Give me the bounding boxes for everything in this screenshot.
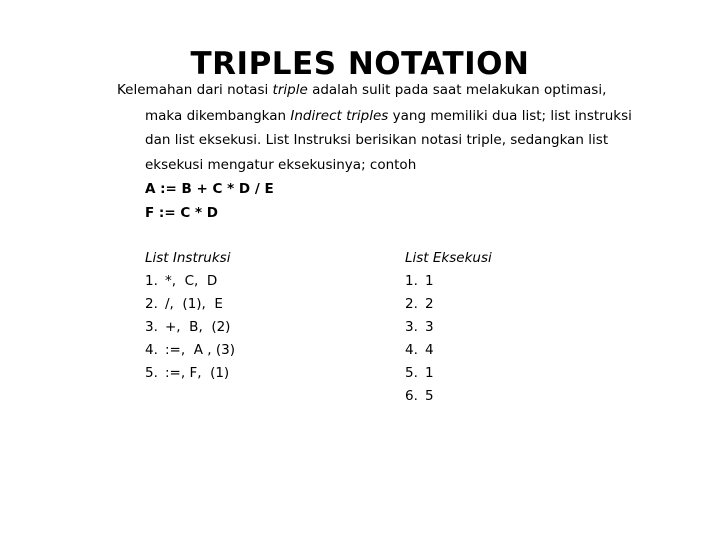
list-item-number: 2.	[405, 296, 418, 312]
list-instruksi	[145, 247, 235, 385]
list-item-number: 5.	[405, 365, 418, 381]
list-item-number: 6.	[405, 388, 418, 404]
list-instruksi-item	[145, 270, 235, 293]
list-eksekusi-item	[405, 316, 492, 339]
list-eksekusi-item	[405, 270, 492, 293]
list-item-text: 3	[425, 319, 434, 335]
list-item-number: 1.	[405, 273, 418, 289]
list-item-text: 1	[425, 273, 434, 289]
paragraph-line-2-emphasis: Indirect triples	[290, 108, 389, 124]
paragraph-line-1-emphasis: triple	[272, 82, 308, 98]
list-item-text: /, (1), E	[165, 296, 223, 312]
list-item-number: 5.	[145, 365, 158, 381]
paragraph-line-2-pre: maka dikembangkan	[145, 108, 291, 124]
list-eksekusi-header: List Eksekusi	[405, 250, 492, 266]
list-eksekusi-item	[405, 385, 492, 408]
list-instruksi-header: List Instruksi	[145, 250, 231, 266]
list-item-text: +, B, (2)	[165, 319, 231, 335]
list-item-text: 2	[425, 296, 434, 312]
formula-1: A := B + C * D / E	[145, 181, 274, 197]
list-item-number: 3.	[405, 319, 418, 335]
list-item-text: 5	[425, 388, 434, 404]
page-title: TRIPLES NOTATION	[190, 46, 530, 82]
list-eksekusi-item	[405, 293, 492, 316]
paragraph-line-2-post: yang memiliki dua list; list instruksi	[388, 108, 632, 124]
list-item-text: 1	[425, 365, 434, 381]
list-item-text: :=, F, (1)	[165, 365, 230, 381]
paragraph-line-3: dan list eksekusi. List Instruksi berisikan notasi triple, sedangkan list	[145, 132, 609, 148]
list-item-text: *, C, D	[165, 273, 218, 289]
list-item-text: :=, A , (3)	[165, 342, 235, 358]
paragraph-line-4: eksekusi mengatur eksekusinya; contoh	[145, 157, 417, 173]
list-eksekusi-item	[405, 339, 492, 362]
list-instruksi-item	[145, 362, 235, 385]
paragraph-line-1-pre: Kelemahan dari notasi	[117, 82, 273, 98]
list-item-number: 4.	[145, 342, 158, 358]
list-eksekusi-item	[405, 362, 492, 385]
list-instruksi-item	[145, 293, 235, 316]
paragraph-line-2	[145, 106, 632, 126]
formula-2: F := C * D	[145, 205, 218, 221]
list-item-number: 1.	[145, 273, 158, 289]
list-item-number: 2.	[145, 296, 158, 312]
list-instruksi-item	[145, 316, 235, 339]
list-eksekusi	[405, 247, 492, 408]
paragraph-line-1-post: adalah sulit pada saat melakukan optimasi,	[307, 82, 607, 98]
list-item-number: 3.	[145, 319, 158, 335]
paragraph-line-1	[117, 80, 606, 100]
list-item-text: 4	[425, 342, 434, 358]
list-instruksi-item	[145, 339, 235, 362]
list-item-number: 4.	[405, 342, 418, 358]
